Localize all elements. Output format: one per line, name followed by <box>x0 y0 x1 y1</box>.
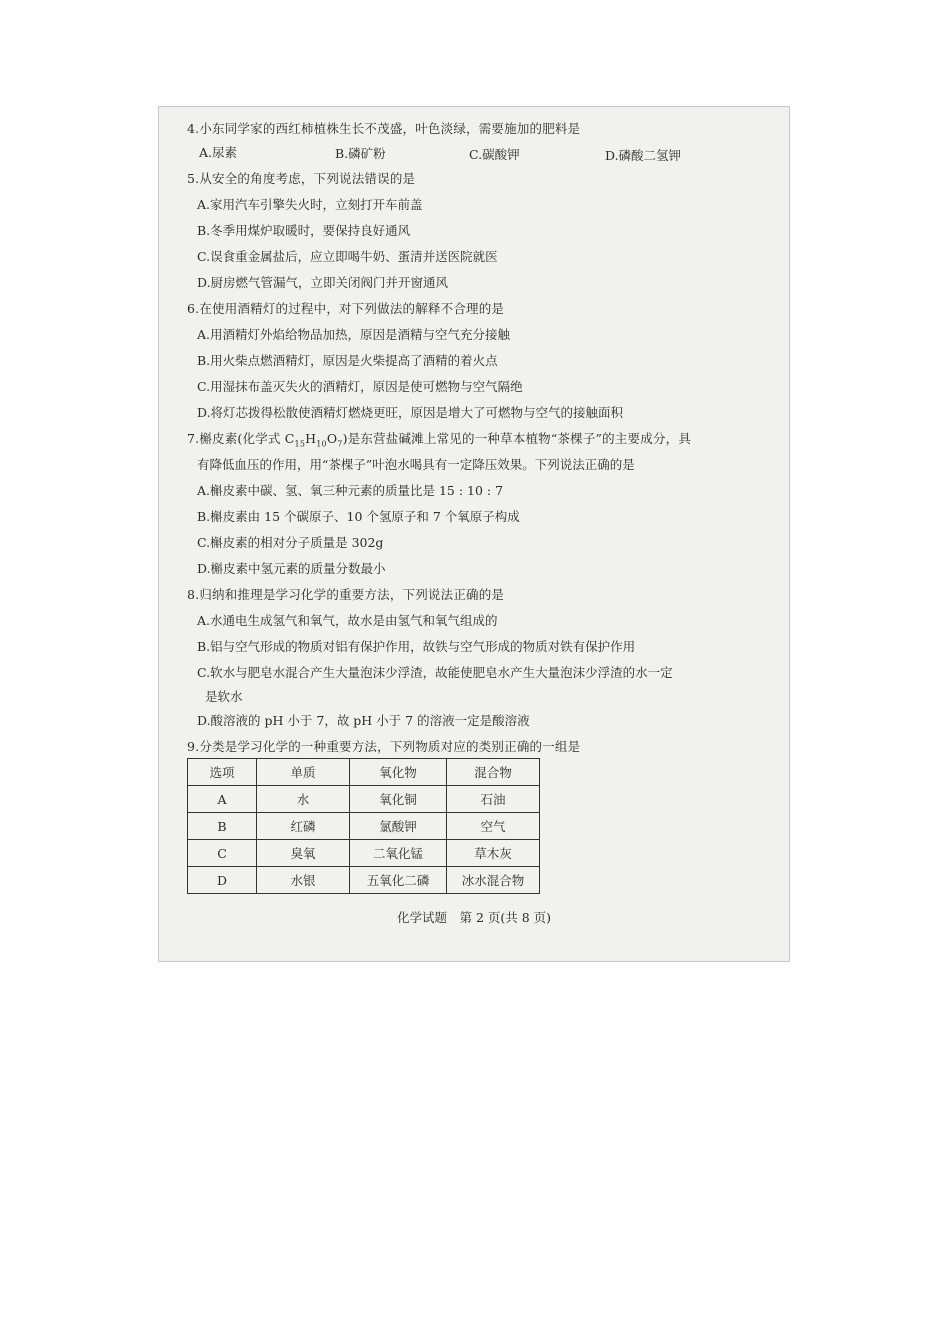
q5-option-c: C.误食重金属盐后，应立即喝牛奶、蛋清并送医院就医 <box>197 249 498 264</box>
q7-hydrogen: H <box>305 431 317 446</box>
table-cell: 红磷 <box>257 813 350 840</box>
q8-option-c-continued: 是软水 <box>205 689 243 704</box>
q6-option-b: B.用火柴点燃酒精灯，原因是火柴提高了酒精的着火点 <box>197 353 498 368</box>
table-cell: 水银 <box>257 867 350 894</box>
q6-option-c: C.用湿抹布盖灭失火的酒精灯，原因是使可燃物与空气隔绝 <box>197 379 523 394</box>
q9-stem: 9.分类是学习化学的一种重要方法，下列物质对应的类别正确的一组是 <box>187 739 581 754</box>
q5-option-d: D.厨房燃气管漏气，立即关闭阀门并开窗通风 <box>197 275 449 290</box>
table-row <box>188 813 540 840</box>
q7-sub-hydrogen: 10 <box>316 439 327 449</box>
table-header-row <box>188 759 540 786</box>
table-cell: 石油 <box>447 786 540 813</box>
q4-option-c: C.碳酸钾 <box>469 147 520 162</box>
table-header-cell: 氧化物 <box>350 759 447 786</box>
q7-sub-carbon: 15 <box>294 439 306 449</box>
table-cell: 水 <box>257 786 350 813</box>
q6-stem: 6.在使用酒精灯的过程中，对下列做法的解释不合理的是 <box>187 301 505 316</box>
table-header-cell: 混合物 <box>447 759 540 786</box>
table-cell: 五氧化二磷 <box>350 867 447 894</box>
q8-option-c: C.软水与肥皂水混合产生大量泡沫少浮渣，故能使肥皂水产生大量泡沫少浮渣的水一定 <box>197 665 673 680</box>
q6-option-d: D.将灯芯拨得松散使酒精灯燃烧更旺，原因是增大了可燃物与空气的接触面积 <box>197 405 624 420</box>
table-cell: D <box>188 867 257 894</box>
table-row <box>188 867 540 894</box>
q8-stem: 8.归纳和推理是学习化学的重要方法，下列说法正确的是 <box>187 587 505 602</box>
q7-stem-suffix: )是东营盐碱滩上常见的一种草本植物“茶棵子”的主要成分，具 <box>342 431 692 446</box>
q5-option-a: A.家用汽车引擎失火时，立刻打开车前盖 <box>197 197 423 212</box>
table-cell: C <box>188 840 257 867</box>
table-cell: 氯酸钾 <box>350 813 447 840</box>
q7-sub-oxygen: 7 <box>337 439 343 449</box>
q7-option-c: C.槲皮素的相对分子质量是 302g <box>197 535 384 550</box>
table-cell: 冰水混合物 <box>447 867 540 894</box>
table-row <box>188 786 540 813</box>
classification-table <box>187 758 540 894</box>
q8-option-d: D.酸溶液的 pH 小于 7，故 pH 小于 7 的溶液一定是酸溶液 <box>197 713 530 728</box>
q7-option-b: B.槲皮素由 15 个碳原子、10 个氢原子和 7 个氧原子构成 <box>197 509 520 524</box>
table-cell: 二氧化锰 <box>350 840 447 867</box>
page-footer: 化学试题 第 2 页(共 8 页) <box>396 910 552 925</box>
table-row <box>188 840 540 867</box>
q4-option-a: A.尿素 <box>199 145 238 160</box>
scanned-page <box>158 106 790 962</box>
q7-option-d: D.槲皮素中氢元素的质量分数最小 <box>197 561 386 576</box>
table-header-cell: 单质 <box>257 759 350 786</box>
q7-stem-prefix: 7.槲皮素(化学式 C <box>187 431 295 446</box>
table-cell: A <box>188 786 257 813</box>
q4-option-d: D.磷酸二氢钾 <box>605 148 682 163</box>
q8-option-b: B.铝与空气形成的物质对铝有保护作用，故铁与空气形成的物质对铁有保护作用 <box>197 639 636 654</box>
q6-option-a: A.用酒精灯外焰给物品加热，原因是酒精与空气充分接触 <box>197 327 511 342</box>
table-cell: 氧化铜 <box>350 786 447 813</box>
q7-oxygen: O <box>326 431 338 446</box>
q7-stem-line2: 有降低血压的作用，用“茶棵子”叶泡水喝具有一定降压效果。下列说法正确的是 <box>197 457 635 472</box>
q5-option-b: B.冬季用煤炉取暖时，要保持良好通风 <box>197 223 411 238</box>
q7-stem <box>187 429 691 449</box>
q8-option-a: A.水通电生成氢气和氧气，故水是由氢气和氧气组成的 <box>197 613 498 628</box>
q7-option-a: A.槲皮素中碳、氢、氧三种元素的质量比是 15 : 10 : 7 <box>197 483 504 498</box>
q4-stem: 4.小东同学家的西红柿植株生长不茂盛，叶色淡绿，需要施加的肥料是 <box>187 121 581 136</box>
q4-option-b: B.磷矿粉 <box>335 146 386 161</box>
table-cell: 空气 <box>447 813 540 840</box>
table-cell: 臭氧 <box>257 840 350 867</box>
table-cell: 草木灰 <box>447 840 540 867</box>
table-header-cell: 选项 <box>188 759 257 786</box>
q5-stem: 5.从安全的角度考虑，下列说法错误的是 <box>187 171 416 186</box>
table-cell: B <box>188 813 257 840</box>
